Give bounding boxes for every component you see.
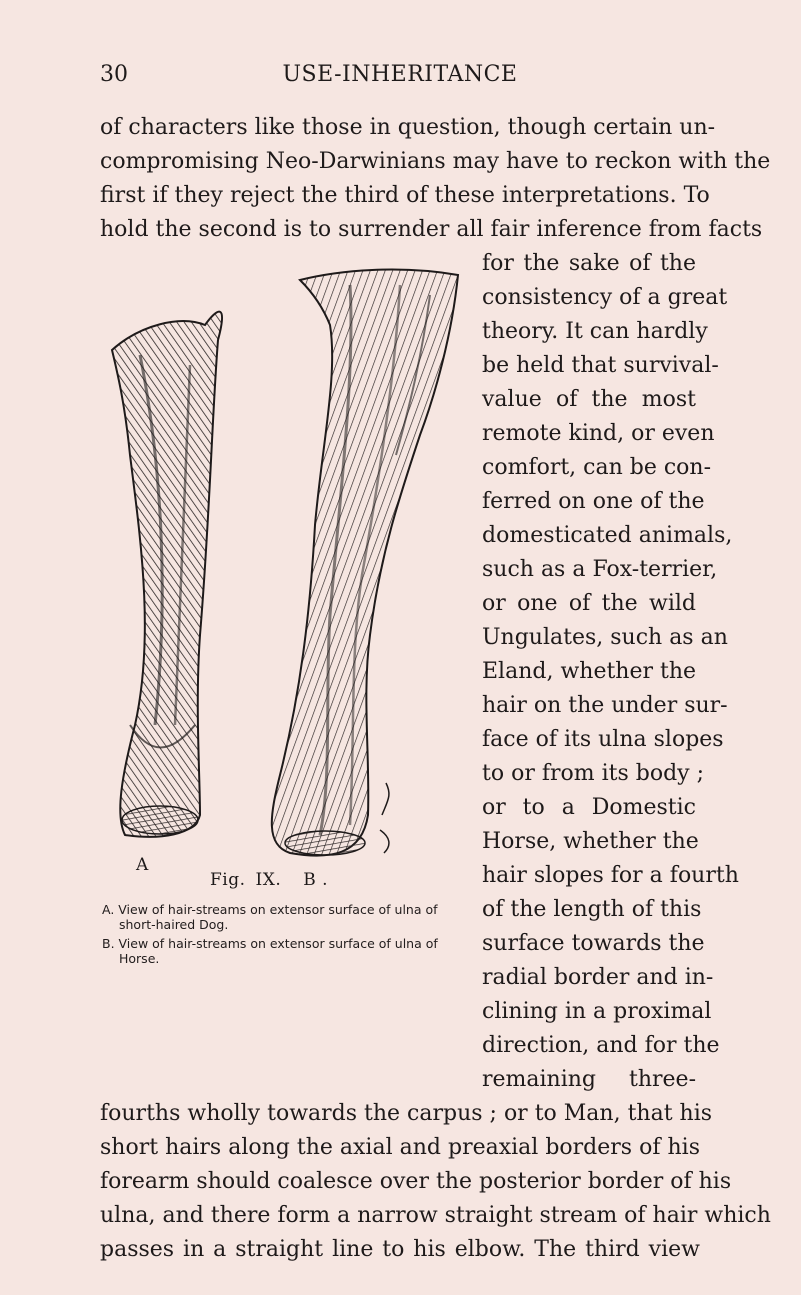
dog-ulna-drawing <box>112 312 222 837</box>
column-line: Ungulates, such as an <box>482 625 728 650</box>
column-line: direction, and for the <box>482 1033 720 1058</box>
horse-ulna-drawing <box>272 270 458 856</box>
column-line: radial border and in- <box>482 965 714 990</box>
column-line: be held that survival- <box>482 353 719 378</box>
column-line: hair slopes for a fourth <box>482 863 739 888</box>
body-line: fourths wholly towards the carpus ; or to Man, that his <box>100 1101 713 1126</box>
body-line: forearm should coalesce over the posterior border of his <box>100 1169 732 1194</box>
figure-caption-number: IX. <box>255 870 282 890</box>
figure-caption-prefix: Fig. <box>210 870 246 890</box>
body-line: ulna, and there form a narrow straight stream of hair which <box>100 1203 771 1228</box>
column-line: Eland, whether the <box>482 659 697 684</box>
body-line: hold the second is to surrender all fair inference from facts <box>100 217 763 242</box>
column-line: or one of the wild <box>482 591 696 616</box>
body-line: passes in a straight line to his elbow. The third view <box>100 1237 700 1262</box>
body-line: of characters like those in question, though certain un- <box>100 115 716 140</box>
column-line: surface towards the <box>482 931 705 956</box>
column-line: clining in a proximal <box>482 999 712 1024</box>
column-line: to or from its body ; <box>482 761 704 786</box>
column-line: consistency of a great <box>482 285 728 310</box>
figure-caption-title <box>210 870 328 890</box>
column-line: ferred on one of the <box>482 489 705 514</box>
column-line: remote kind, or even <box>482 421 715 446</box>
column-line: remaining three- <box>482 1067 696 1092</box>
figure-illustration <box>100 255 470 880</box>
column-line: Horse, whether the <box>482 829 699 854</box>
column-line: value of the most <box>482 387 696 412</box>
body-line: compromising Neo-Darwinians may have to reckon with the <box>100 149 771 174</box>
page-header <box>100 62 700 92</box>
figure-caption-line: short-haired Dog. <box>119 917 229 932</box>
body-line: first if they reject the third of these interpretations. To <box>100 183 710 208</box>
running-head: USE-INHERITANCE <box>282 62 518 87</box>
column-line: hair on the under sur- <box>482 693 728 718</box>
body-line: short hairs along the axial and preaxial borders of his <box>100 1135 700 1160</box>
ulna-drawings <box>100 255 470 880</box>
figure-caption-line: A. View of hair-streams on extensor surface of ulna of <box>102 902 438 917</box>
figure-caption-line: B. View of hair-streams on extensor surface of ulna of <box>102 936 438 951</box>
page-number: 30 <box>100 62 128 87</box>
column-line: of the length of this <box>482 897 702 922</box>
column-line: for the sake of the <box>482 251 696 276</box>
figure-caption-line: Horse. <box>119 951 160 966</box>
figure-label-a: A <box>136 855 149 875</box>
column-line: domesticated animals, <box>482 523 733 548</box>
figure-label-b: B . <box>303 870 329 890</box>
column-line: such as a Fox-terrier, <box>482 557 718 582</box>
column-line: theory. It can hardly <box>482 319 708 344</box>
column-line: face of its ulna slopes <box>482 727 724 752</box>
column-line: comfort, can be con- <box>482 455 712 480</box>
column-line: or to a Domestic <box>482 795 696 820</box>
